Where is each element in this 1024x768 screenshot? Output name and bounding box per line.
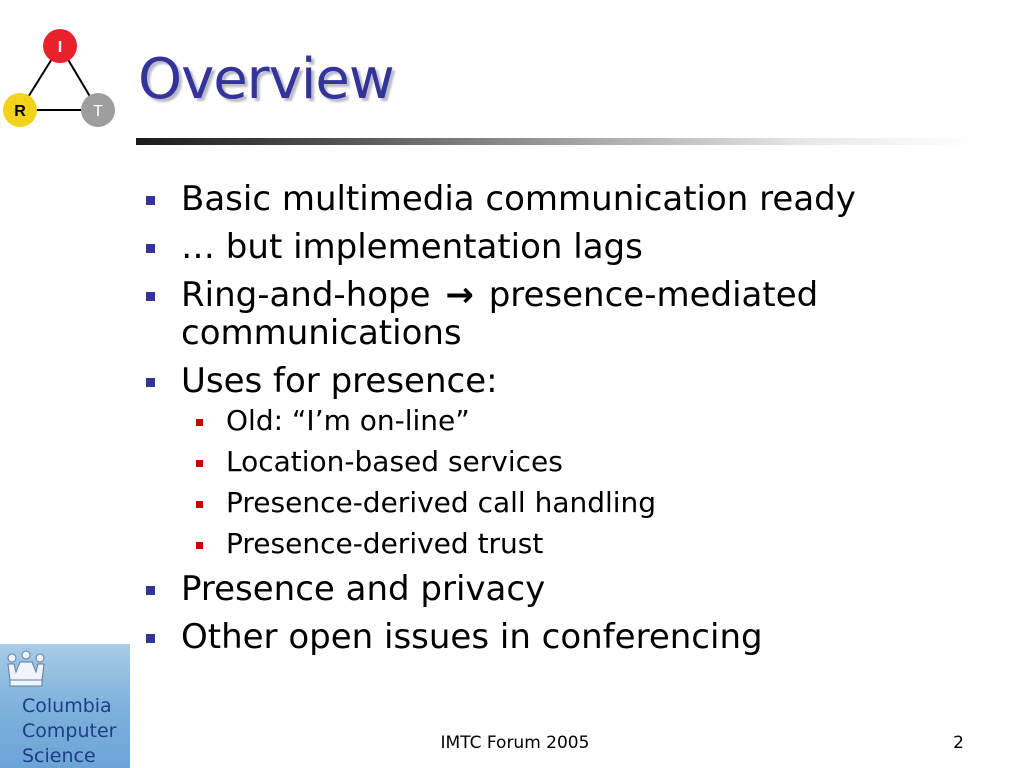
square-bullet-icon xyxy=(146,244,155,253)
crown-icon xyxy=(4,650,48,690)
square-bullet-icon xyxy=(146,378,155,387)
bullet-item xyxy=(146,228,926,266)
bullet-text: Presence and privacy xyxy=(181,569,546,609)
columbia-logo-line: Science xyxy=(22,745,96,767)
bullet-item xyxy=(146,362,926,559)
bullet-item xyxy=(146,618,926,656)
sub-bullet-item xyxy=(181,447,926,477)
title-divider xyxy=(136,138,976,145)
bullet-text: Uses for presence: xyxy=(181,361,498,401)
footer-text: IMTC Forum 2005 xyxy=(440,733,590,753)
sub-bullet-text: Presence-derived trust xyxy=(226,527,544,560)
sub-bullet-text: Location-based services xyxy=(226,445,563,478)
square-sub-bullet-icon xyxy=(196,501,203,508)
columbia-logo xyxy=(0,644,130,768)
slide-title: Overview xyxy=(138,47,394,112)
sub-bullet-list xyxy=(181,406,926,559)
columbia-logo-line: Columbia xyxy=(22,695,112,717)
square-bullet-icon xyxy=(146,586,155,595)
irt-node-r xyxy=(3,93,37,127)
bullet-text-before-arrow: Ring-and-hope xyxy=(181,275,431,315)
sub-bullet-item xyxy=(181,406,926,436)
irt-logo xyxy=(0,26,120,136)
irt-node-t xyxy=(81,93,115,127)
square-bullet-icon xyxy=(146,634,155,643)
bullet-text-after-arrow: presence-mediated communications xyxy=(181,275,819,353)
sub-bullet-item xyxy=(181,529,926,559)
bullet-text: Other open issues in conferencing xyxy=(181,617,763,657)
svg-text:I: I xyxy=(57,39,63,56)
columbia-logo-text xyxy=(22,694,116,768)
square-sub-bullet-icon xyxy=(196,542,203,549)
square-bullet-icon xyxy=(146,196,155,205)
irt-node-i xyxy=(43,29,77,63)
square-sub-bullet-icon xyxy=(196,460,203,467)
sub-bullet-text: Presence-derived call handling xyxy=(226,486,657,519)
bullet-item xyxy=(146,570,926,608)
bullet-text: Basic multimedia communication ready xyxy=(181,179,856,219)
bullet-list xyxy=(146,180,926,666)
svg-text:T: T xyxy=(93,103,103,120)
square-sub-bullet-icon xyxy=(196,419,203,426)
svg-text:R: R xyxy=(14,103,26,120)
bullet-item xyxy=(146,276,926,352)
columbia-logo-line: Computer xyxy=(22,720,117,742)
page-number: 2 xyxy=(953,733,964,753)
bullet-text: … but implementation lags xyxy=(181,227,643,267)
sub-bullet-item xyxy=(181,488,926,518)
bullet-item xyxy=(146,180,926,218)
sub-bullet-text: Old: “I’m on-line” xyxy=(226,404,470,437)
irt-triangle-icon xyxy=(0,26,120,136)
right-arrow-icon: → xyxy=(445,275,474,315)
square-bullet-icon xyxy=(146,292,155,301)
